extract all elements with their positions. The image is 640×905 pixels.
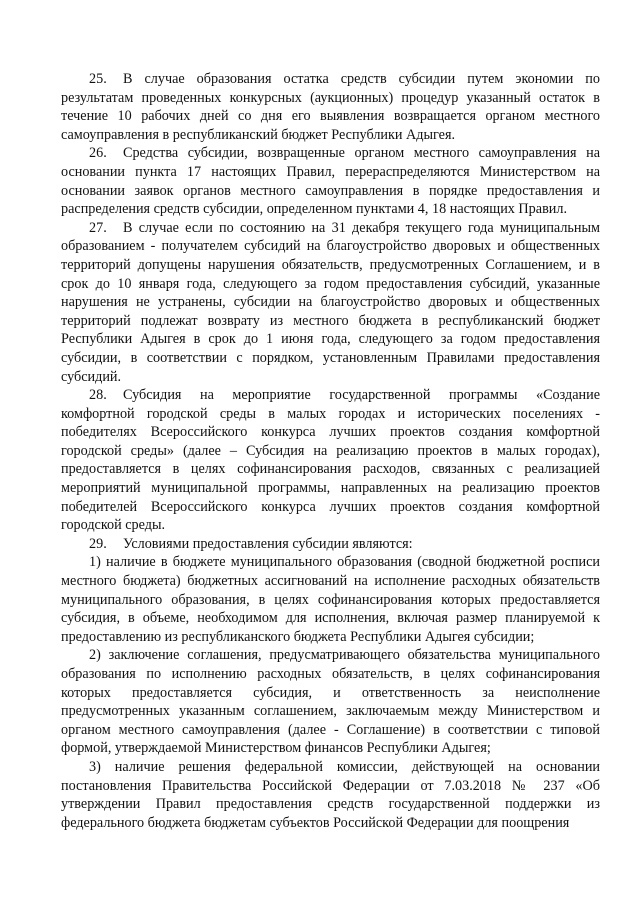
paragraph-number: 28. [89, 387, 107, 404]
paragraph-27 [61, 219, 600, 386]
subitem-3 [61, 758, 600, 832]
paragraph-text: Субсидия на мероприятие государственной программы «Создание комфортной городской среды в малых городах и исторических поселениях - победителях Всероссийского конкурса лучших проектов создания комфортной городской среды» (далее – Субсидия на реализацию проектов в малых городах), предоставляется в целях софинансирования расходов, связанных с реализацией мероприятий муниципальной программы, направленных на реализацию проектов победителей Всероссийского конкурса лучших проектов создания комфортной городской среды. [61, 387, 600, 534]
paragraph-text: В случае образования остатка средств субсидии путем экономии по результатам проведенных конкурсных (аукционных) процедур указанный остаток в течение 10 рабочих дней со дня его выявления возвращается органом местного самоуправления в республиканский бюджет Республики Адыгея. [61, 71, 600, 143]
paragraph-text: 1) наличие в бюджете муниципального образования (сводной бюджетной росписи местного бюджета) бюджетных ассигнований на исполнение расходных обязательств муниципального образования, в целях софинансирования которых предоставляется субсидия, в объеме, необходимом для исполнения, включая размер планируемой к предоставлению из республиканского бюджета Республики Адыгея субсидии; [61, 554, 600, 645]
paragraph-number: 25. [89, 71, 107, 87]
paragraph-text: 3) наличие решения федеральной комиссии, действующей на основании постановления Правительства Российской Федерации от 7.03.2018 № 237 «Об утверждении Правил предоставления средств государственной поддержки из федерального бюджета бюджетам субъектов Российской Федерации для поощрения [61, 758, 600, 831]
paragraph-28 [61, 386, 600, 535]
paragraph-number: 26. [89, 145, 107, 162]
paragraph-text: В случае если по состоянию на 31 декабря текущего года муниципальным образованием - получателем субсидий на благоустройство дворовых и общественных территорий допущены нарушения обязательств, предусмотренных Соглашением, и в срок до 10 января года, следующего за годом предоставления субсидий, указанные нарушения не устранены, субсидии на благоустройство дворовых и общественных территорий подлежат возврату из местного бюджета в республиканский бюджет Республики Адыгея в срок до 1 июня года, следующего за годом предоставления субсидии, в соответствии с порядком, установленным Правилами предоставления субсидий. [61, 219, 600, 385]
paragraph-text: Средства субсидии, возвращенные органом местного самоуправления на основании пункта 17 настоящих Правил, перераспределяются Министерством на основании заявок органов местного самоуправления в порядке предоставления и распределения средств субсидии, определенном пунктами 4, 18 настоящих Правил. [61, 145, 600, 218]
subitem-2 [61, 646, 600, 758]
paragraph-25 [61, 70, 600, 144]
paragraph-26 [61, 144, 600, 218]
paragraph-number: 27. [89, 219, 107, 236]
paragraph-29 [61, 535, 600, 554]
subitem-1 [61, 553, 600, 646]
paragraph-number: 29. [89, 535, 107, 552]
paragraph-text: 2) заключение соглашения, предусматривающего обязательства муниципального образования по исполнению расходных обязательств, в целях софинансирования которых предоставляется субсидия, и ответственность за неисполнение предусмотренных указанным соглашением, заключаемым между Министерством и органом местного самоуправления (далее - Соглашение) в соответствии с типовой формой, утверждаемой Министерством финансов Республики Адыгея; [61, 647, 600, 757]
paragraph-text: Условиями предоставления субсидии являются: [123, 535, 413, 552]
